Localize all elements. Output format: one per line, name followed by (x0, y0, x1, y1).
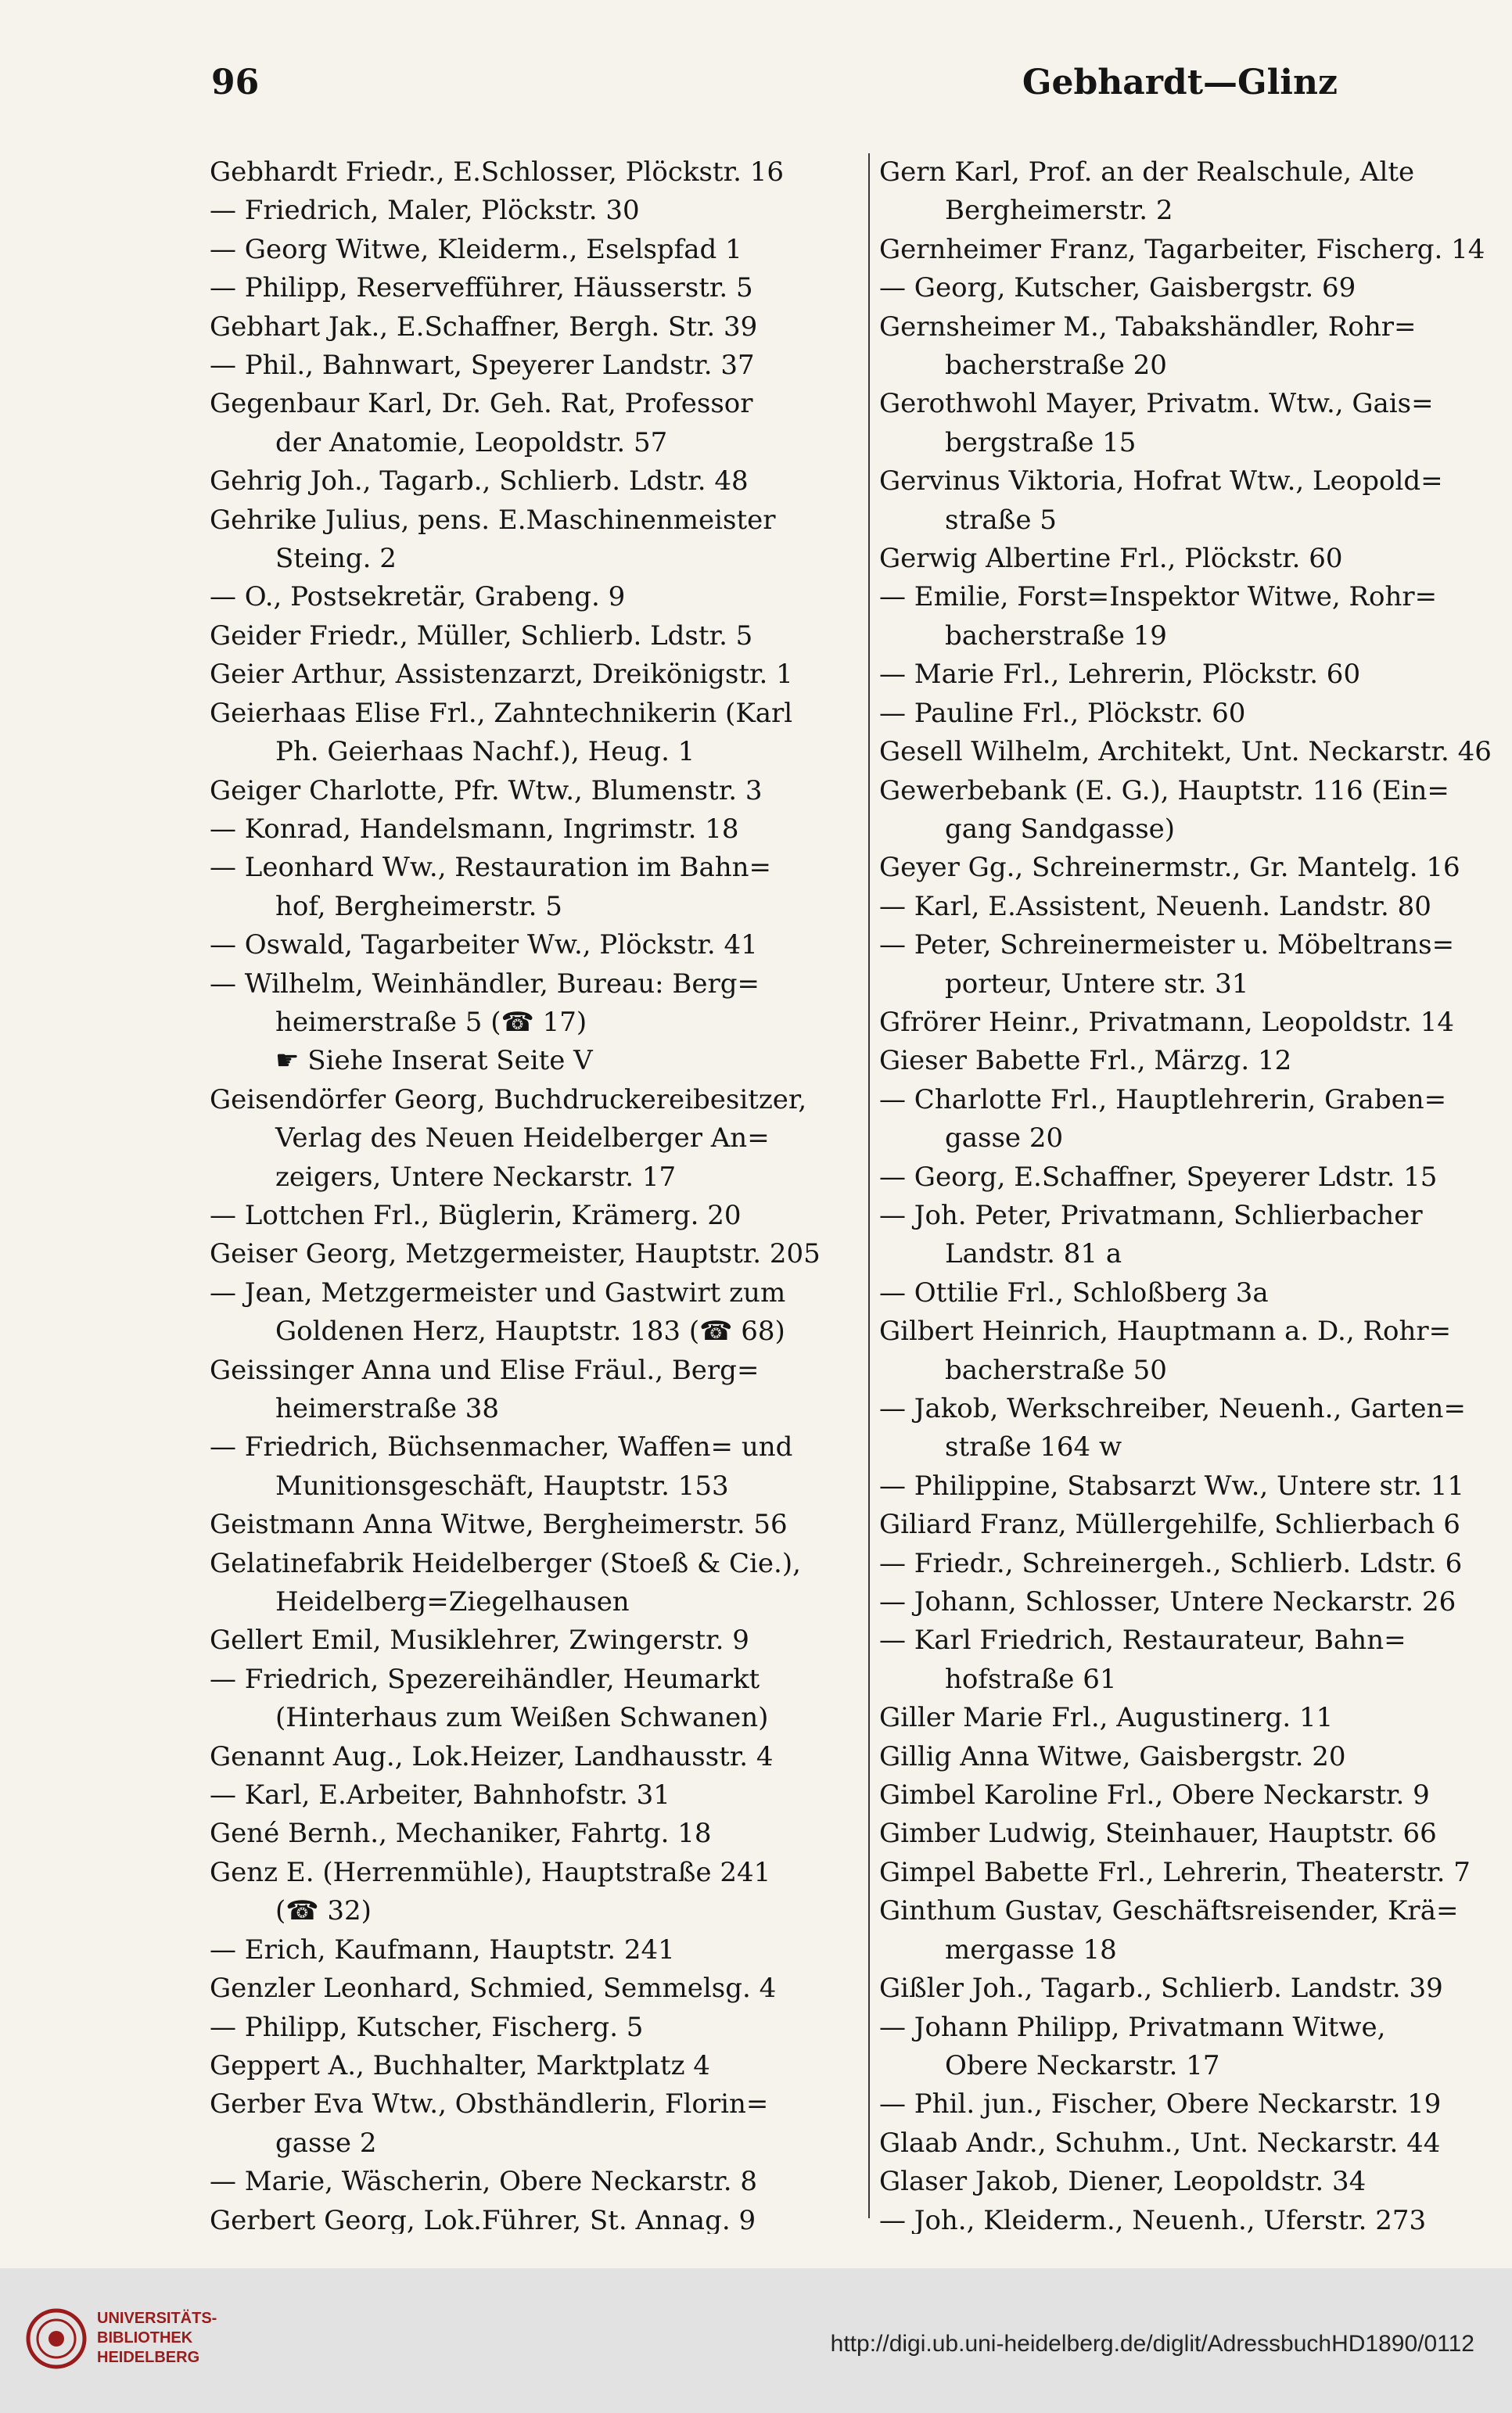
directory-entry: — Peter, Schreinermeister u. Möbeltrans= (879, 929, 1455, 961)
directory-entry-continuation: gang Sandgasse) (945, 813, 1176, 845)
directory-entry: — Johann, Schlosser, Untere Neckarstr. 26 (879, 1586, 1456, 1618)
directory-entry: Gimpel Babette Frl., Lehrerin, Theaterstr. 7 (879, 1856, 1471, 1888)
directory-entry: — O., Postsekretär, Grabeng. 9 (210, 581, 626, 613)
directory-entry-continuation: (Hinterhaus zum Weißen Schwanen) (275, 1702, 769, 1734)
directory-entry: Gerbert Georg, Lok.Führer, St. Annag. 9 (210, 2204, 756, 2234)
directory-entry-continuation: Heidelberg=Ziegelhausen (275, 1586, 630, 1618)
directory-entry-continuation: hofstraße 61 (945, 1663, 1117, 1695)
directory-entry: Geiger Charlotte, Pfr. Wtw., Blumenstr. 3 (210, 774, 763, 806)
directory-entry: Gewerbebank (E. G.), Hauptstr. 116 (Ein= (879, 774, 1449, 806)
directory-entry: — Georg, Kutscher, Gaisbergstr. 69 (879, 272, 1356, 304)
directory-entry: Giliard Franz, Müllergehilfe, Schlierbach 6 (879, 1509, 1460, 1541)
column-divider (868, 153, 870, 2218)
directory-entry: Gehrike Julius, pens. E.Maschinenmeister (210, 504, 776, 536)
directory-entry-continuation: mergasse 18 (945, 1934, 1117, 1966)
directory-entry-continuation: hof, Bergheimerstr. 5 (275, 890, 562, 922)
directory-entry: Gerwig Albertine Frl., Plöckstr. 60 (879, 543, 1343, 575)
directory-entry-continuation: (☎ 32) (275, 1895, 372, 1927)
directory-entry: Geierhaas Elise Frl., Zahntechnikerin (Karl (210, 697, 793, 729)
directory-entry: — Marie, Wäscherin, Obere Neckarstr. 8 (210, 2166, 758, 2198)
directory-entry-continuation: bacherstraße 20 (945, 350, 1167, 382)
directory-entry: — Wilhelm, Weinhändler, Bureau: Berg= (210, 968, 760, 1000)
logo-line: BIBLIOTHEK (97, 2329, 193, 2347)
directory-entry: Gfrörer Heinr., Privatmann, Leopoldstr. 14 (879, 1006, 1455, 1038)
directory-entry: — Leonhard Ww., Restauration im Bahn= (210, 852, 772, 884)
directory-entry-continuation: straße 164 w (945, 1431, 1122, 1463)
directory-entry: — Emilie, Forst=Inspektor Witwe, Rohr= (879, 581, 1438, 613)
directory-entry: — Phil. jun., Fischer, Obere Neckarstr. 19 (879, 2088, 1442, 2120)
directory-entry: Geyer Gg., Schreinermstr., Gr. Mantelg. 16 (879, 852, 1460, 884)
left-column (210, 153, 859, 2234)
directory-entry: — Friedrich, Spezereihändler, Heumarkt (210, 1663, 760, 1695)
directory-entry: — Marie Frl., Lehrerin, Plöckstr. 60 (879, 659, 1361, 691)
directory-entry-continuation: Bergheimerstr. 2 (945, 195, 1173, 227)
directory-entry: — Lottchen Frl., Büglerin, Krämerg. 20 (210, 1199, 742, 1231)
directory-entry: — Friedr., Schreinergeh., Schlierb. Ldstr. 6 (879, 1547, 1463, 1579)
directory-entry: Geier Arthur, Assistenzarzt, Dreikönigstr. 1 (210, 659, 793, 691)
page-number: 96 (211, 63, 260, 102)
directory-entry: Gerber Eva Wtw., Obsthändlerin, Florin= (210, 2088, 769, 2120)
directory-entry: Gesell Wilhelm, Architekt, Unt. Neckarstr. 46 (879, 736, 1492, 768)
directory-entry: Geissinger Anna und Elise Fräul., Berg= (210, 1354, 760, 1386)
directory-entry: — Friedrich, Büchsenmacher, Waffen= und (210, 1431, 793, 1463)
directory-entry: — Philippine, Stabsarzt Ww., Untere str. 11 (879, 1470, 1465, 1502)
running-head: Gebhardt—Glinz (1022, 63, 1338, 102)
directory-entry-continuation: ☛ Siehe Inserat Seite V (275, 1045, 593, 1077)
directory-entry: — Phil., Bahnwart, Speyerer Landstr. 37 (210, 350, 755, 382)
directory-entry: Gimber Ludwig, Steinhauer, Hauptstr. 66 (879, 1818, 1437, 1850)
right-column (879, 153, 1505, 2234)
directory-entry: Genannt Aug., Lok.Heizer, Landhausstr. 4 (210, 1740, 774, 1772)
directory-entry: Geisendörfer Georg, Buchdruckereibesitzer, (210, 1083, 807, 1115)
directory-entry-continuation: heimerstraße 5 (☎ 17) (275, 1006, 587, 1038)
directory-entry: — Charlotte Frl., Hauptlehrerin, Graben= (879, 1083, 1447, 1115)
directory-entry: — Ottilie Frl., Schloßberg 3a (879, 1277, 1269, 1309)
directory-entry-continuation: Obere Neckarstr. 17 (945, 2049, 1220, 2081)
directory-entry: Gerothwohl Mayer, Privatm. Wtw., Gais= (879, 388, 1434, 420)
directory-entry-continuation: porteur, Untere str. 31 (945, 968, 1249, 1000)
directory-entry: Geistmann Anna Witwe, Bergheimerstr. 56 (210, 1509, 788, 1541)
logo-line: HEIDELBERG (97, 2349, 200, 2366)
directory-entry: Gilbert Heinrich, Hauptmann a. D., Rohr= (879, 1316, 1452, 1348)
directory-entry: — Jakob, Werkschreiber, Neuenh., Garten= (879, 1393, 1466, 1424)
directory-entry: Gené Bernh., Mechaniker, Fahrtg. 18 (210, 1818, 712, 1850)
directory-entry: Gervinus Viktoria, Hofrat Wtw., Leopold= (879, 465, 1443, 497)
directory-entry: — Jean, Metzgermeister und Gastwirt zum (210, 1277, 786, 1309)
directory-entry-continuation: der Anatomie, Leopoldstr. 57 (275, 426, 668, 458)
directory-entry: Geiser Georg, Metzgermeister, Hauptstr. 205 (210, 1238, 821, 1270)
directory-entry-continuation: Munitionsgeschäft, Hauptstr. 153 (275, 1470, 729, 1502)
university-seal-icon (25, 2307, 88, 2370)
directory-entry: — Philipp, Kutscher, Fischerg. 5 (210, 2011, 644, 2043)
directory-entry-continuation: heimerstraße 38 (275, 1393, 500, 1424)
directory-entry: — Georg, E.Schaffner, Speyerer Ldstr. 15 (879, 1161, 1438, 1193)
directory-entry-continuation: Ph. Geierhaas Nachf.), Heug. 1 (275, 736, 695, 768)
directory-entry: — Karl Friedrich, Restaurateur, Bahn= (879, 1625, 1406, 1657)
directory-entry: Gillig Anna Witwe, Gaisbergstr. 20 (879, 1740, 1346, 1772)
directory-entry: — Oswald, Tagarbeiter Ww., Plöckstr. 41 (210, 929, 758, 961)
directory-entry-continuation: straße 5 (945, 504, 1057, 536)
directory-entry: Gebhardt Friedr., E.Schlosser, Plöckstr. 16 (210, 156, 784, 188)
directory-entry-continuation: Goldenen Herz, Hauptstr. 183 (☎ 68) (275, 1316, 785, 1348)
directory-entry-continuation: gasse 2 (275, 2127, 377, 2159)
directory-entry-continuation: bacherstraße 50 (945, 1354, 1167, 1386)
directory-entry: — Johann Philipp, Privatmann Witwe, (879, 2011, 1386, 2043)
directory-entry: Gelatinefabrik Heidelberger (Stoeß & Cie.), (210, 1547, 801, 1579)
footer-bar (0, 2268, 1512, 2413)
directory-entry: — Erich, Kaufmann, Hauptstr. 241 (210, 1934, 675, 1966)
directory-entry-continuation: bergstraße 15 (945, 426, 1137, 458)
directory-entry: Giller Marie Frl., Augustinerg. 11 (879, 1702, 1334, 1734)
directory-entry: Gernheimer Franz, Tagarbeiter, Fischerg. 14 (879, 233, 1485, 265)
directory-entry: Genz E. (Herrenmühle), Hauptstraße 241 (210, 1856, 771, 1888)
directory-entry: — Karl, E.Assistent, Neuenh. Landstr. 80 (879, 890, 1431, 922)
directory-entry: Gehrig Joh., Tagarb., Schlierb. Ldstr. 48 (210, 465, 749, 497)
directory-entry: — Joh., Kleiderm., Neuenh., Uferstr. 273 (879, 2204, 1427, 2234)
directory-entry: — Pauline Frl., Plöckstr. 60 (879, 697, 1246, 729)
directory-entry: Gißler Joh., Tagarb., Schlierb. Landstr. 39 (879, 1973, 1443, 2005)
directory-entry: Gimbel Karoline Frl., Obere Neckarstr. 9 (879, 1779, 1430, 1812)
directory-entry: Gernsheimer M., Tabakshändler, Rohr= (879, 311, 1417, 343)
directory-entry: Geppert A., Buchhalter, Marktplatz 4 (210, 2049, 710, 2081)
directory-entry: Genzler Leonhard, Schmied, Semmelsg. 4 (210, 1973, 777, 2005)
directory-entry: Ginthum Gustav, Geschäftsreisender, Krä= (879, 1895, 1459, 1927)
directory-entry-continuation: Verlag des Neuen Heidelberger An= (275, 1122, 770, 1154)
directory-entry-continuation: Landstr. 81 a (945, 1238, 1122, 1270)
directory-entry-continuation: Steing. 2 (275, 543, 397, 575)
directory-entry-continuation: gasse 20 (945, 1122, 1064, 1154)
directory-entry: Glaser Jakob, Diener, Leopoldstr. 34 (879, 2166, 1367, 2198)
directory-entry: Glaab Andr., Schuhm., Unt. Neckarstr. 44 (879, 2127, 1441, 2159)
directory-entry: Geider Friedr., Müller, Schlierb. Ldstr. 5 (210, 619, 753, 652)
logo-line: UNIVERSITÄTS- (97, 2310, 217, 2327)
directory-entry: Gellert Emil, Musiklehrer, Zwingerstr. 9 (210, 1625, 749, 1657)
directory-entry: Gern Karl, Prof. an der Realschule, Alte (879, 156, 1415, 188)
directory-entry: — Friedrich, Maler, Plöckstr. 30 (210, 195, 640, 227)
directory-entry-continuation: bacherstraße 19 (945, 619, 1167, 652)
directory-entry: — Joh. Peter, Privatmann, Schlierbacher (879, 1199, 1423, 1231)
library-logo-text (97, 2309, 217, 2368)
page-header (211, 63, 1338, 110)
directory-entry-continuation: zeigers, Untere Neckarstr. 17 (275, 1161, 677, 1193)
directory-entry: Gebhart Jak., E.Schaffner, Bergh. Str. 39 (210, 311, 758, 343)
directory-entry: — Karl, E.Arbeiter, Bahnhofstr. 31 (210, 1779, 670, 1812)
source-url-link[interactable]: http://digi.ub.uni-heidelberg.de/diglit/AdressbuchHD1890/0112 (830, 2331, 1474, 2357)
directory-entry: — Georg Witwe, Kleiderm., Eselspfad 1 (210, 233, 742, 265)
directory-entry: Gieser Babette Frl., Märzg. 12 (879, 1045, 1292, 1077)
directory-entry: — Philipp, Reservefführer, Häusserstr. 5 (210, 272, 753, 304)
directory-entry: — Konrad, Handelsmann, Ingrimstr. 18 (210, 813, 739, 845)
directory-entry: Gegenbaur Karl, Dr. Geh. Rat, Professor (210, 388, 753, 420)
